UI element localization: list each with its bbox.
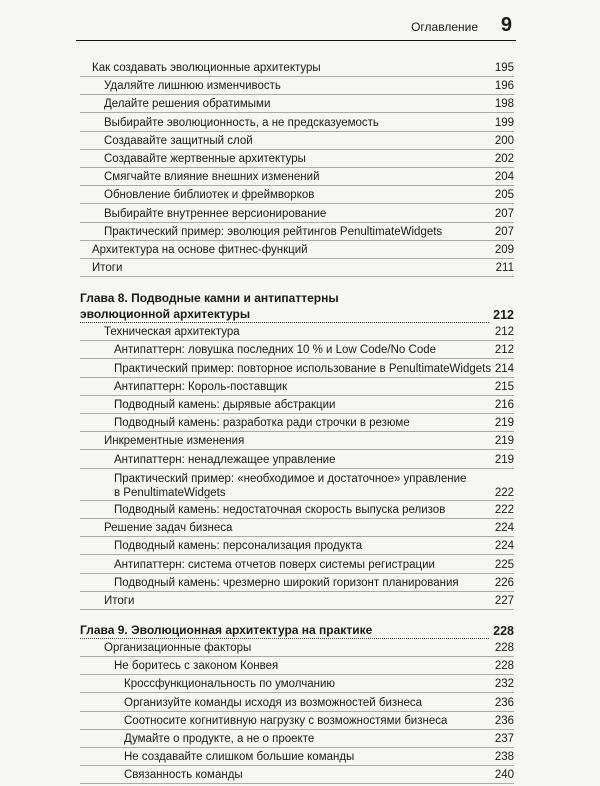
- toc-entry[interactable]: [80, 415, 514, 432]
- toc-entry-label: Удаляйте лишнюю изменчивость: [104, 80, 281, 93]
- toc-entry-page: 240: [494, 769, 514, 782]
- page-header: [76, 14, 516, 40]
- page-number: 9: [500, 14, 512, 36]
- toc-entry[interactable]: [80, 767, 514, 784]
- toc-entry-label: Думайте о продукте, а не о проекте: [124, 733, 315, 745]
- toc-entry-label: Организационные факторы: [104, 642, 252, 655]
- toc-entry-label: Подводный камень: недостаточная скорость выпуска релизов: [114, 503, 446, 516]
- toc-entry-label: Практический пример: повторное использование в PenultimateWidgets: [114, 362, 491, 375]
- toc-entry[interactable]: [80, 133, 514, 150]
- toc-entry-label: Смягчайте влияние внешних изменений: [104, 171, 320, 184]
- toc-entry-label: Архитектура на основе фитнес-функций: [92, 243, 308, 256]
- toc-entry[interactable]: [80, 206, 514, 223]
- toc-entry-page: 228: [494, 642, 514, 655]
- toc-entry-label: Антипаттерн: ловушка последних 10 % и Low Code/No Code: [114, 344, 437, 357]
- toc-entry[interactable]: [80, 640, 514, 657]
- toc-entry[interactable]: [80, 242, 514, 259]
- toc-entry[interactable]: [80, 324, 514, 341]
- toc-entry-page: 238: [494, 751, 514, 764]
- chapter-title-text: эволюционной архитектуры: [80, 306, 489, 323]
- toc-entry[interactable]: [80, 593, 514, 610]
- toc-entry-label: Соотносите когнитивную нагрузку с возможностями бизнеса: [124, 714, 448, 727]
- toc-entry[interactable]: [80, 470, 514, 501]
- toc-entry[interactable]: [80, 520, 514, 537]
- toc-section-4: [80, 640, 514, 784]
- toc-entry[interactable]: [80, 433, 514, 450]
- toc-entry-label: Создавайте жертвенные архитектуры: [104, 152, 306, 165]
- toc-entry[interactable]: [80, 342, 514, 359]
- toc-entry-label: [114, 472, 491, 500]
- toc-entry-label: Подводный камень: чрезмерно широкий горизонт планирования: [114, 576, 459, 589]
- toc-entry-page: 232: [494, 678, 514, 691]
- toc-entry-label: Решение задач бизнеса: [104, 522, 233, 535]
- toc-section-1: [80, 60, 514, 277]
- toc-entry-label: Техническая архитектура: [104, 326, 240, 339]
- toc-entry-page: 226: [494, 576, 514, 589]
- chapter-page: 228: [493, 623, 514, 638]
- toc-entry-page: 219: [494, 417, 514, 430]
- toc-entry-label: Как создавать эволюционные архитектуры: [92, 62, 321, 74]
- toc-entry-page: 195: [494, 62, 514, 74]
- toc-entry[interactable]: [80, 731, 514, 748]
- toc-entry-page: 225: [494, 558, 514, 571]
- toc-entry-label: Антипаттерн: Король-поставщик: [114, 380, 288, 393]
- toc-entry-page: 215: [494, 380, 514, 393]
- toc-section-2: [80, 324, 514, 468]
- toc-entry-label: Подводный камень: разработка ради строчки в резюме: [114, 417, 410, 430]
- toc-entry[interactable]: [80, 224, 514, 241]
- table-of-contents: [80, 60, 514, 786]
- toc-entry-label: Организуйте команды исходя из возможностей бизнеса: [124, 696, 423, 709]
- toc-entry-label: Инкрементные изменения: [104, 435, 245, 448]
- header-rule: [76, 40, 516, 41]
- chapter-9-heading[interactable]: [80, 623, 514, 639]
- toc-entry-page: 227: [494, 594, 514, 607]
- toc-entry-label: Не боритесь с законом Конвея: [114, 660, 279, 673]
- chapter-title-text: Глава 9. Эволюционная архитектура на практике: [80, 622, 489, 639]
- toc-entry[interactable]: [80, 115, 514, 132]
- toc-entry-label: Антипаттерн: ненадлежащее управление: [114, 453, 336, 466]
- toc-entry-page: 212: [494, 326, 514, 339]
- toc-entry[interactable]: [80, 575, 514, 592]
- toc-entry-page: 219: [494, 453, 514, 466]
- toc-entry-label: Кроссфункциональность по умолчанию: [124, 678, 335, 691]
- toc-entry-label: Итоги: [92, 262, 123, 275]
- toc-entry[interactable]: [80, 538, 514, 555]
- chapter-page: 212: [493, 308, 514, 323]
- toc-entry-label-line-1: Практический пример: «необходимое и достаточное» управление: [114, 472, 467, 485]
- toc-entry-page: 202: [494, 152, 514, 165]
- toc-entry-label: Связанность команды: [124, 769, 243, 782]
- toc-entry-label: Антипаттерн: система отчетов поверх системы регистрации: [114, 558, 435, 571]
- toc-entry[interactable]: [80, 151, 514, 168]
- toc-entry-page: 236: [494, 696, 514, 709]
- toc-entry[interactable]: [80, 361, 514, 378]
- toc-entry-page: 222: [494, 503, 514, 516]
- toc-entry[interactable]: [80, 397, 514, 414]
- toc-entry[interactable]: [80, 187, 514, 204]
- toc-entry-page: 228: [494, 660, 514, 673]
- toc-entry[interactable]: [80, 658, 514, 675]
- toc-entry[interactable]: [80, 60, 514, 77]
- toc-entry[interactable]: [80, 676, 514, 693]
- toc-entry[interactable]: [80, 749, 514, 766]
- toc-entry-page: 198: [494, 98, 514, 111]
- toc-entry-page: 205: [494, 189, 514, 202]
- toc-entry[interactable]: [80, 169, 514, 186]
- chapter-title-line-1: Глава 8. Подводные камни и антипаттерны: [80, 291, 339, 306]
- chapter-title-line-2: [80, 307, 514, 323]
- chapter-title-line: [80, 623, 514, 639]
- toc-entry[interactable]: [80, 695, 514, 712]
- toc-entry[interactable]: [80, 713, 514, 730]
- toc-entry[interactable]: [80, 96, 514, 113]
- toc-entry-page: 214: [494, 362, 514, 375]
- toc-entry-page: 222: [494, 486, 514, 499]
- toc-entry-label: Выбирайте эволюционность, а не предсказуемость: [104, 116, 379, 129]
- toc-section-3: [80, 502, 514, 610]
- chapter-8-heading[interactable]: [80, 290, 514, 323]
- toc-entry-label-line-2: в PenultimateWidgets: [114, 486, 226, 499]
- toc-entry-page: 216: [494, 399, 514, 411]
- toc-entry-page: 207: [494, 207, 514, 220]
- toc-entry-page: 199: [494, 116, 514, 129]
- toc-entry-label: Создавайте защитный слой: [104, 134, 253, 147]
- toc-entry[interactable]: [80, 452, 514, 469]
- toc-entry[interactable]: [80, 379, 514, 396]
- toc-entry-label: Практический пример: эволюция рейтингов PenultimateWidgets: [104, 225, 443, 238]
- toc-entry-page: 224: [494, 540, 514, 553]
- toc-entry-page: 212: [494, 344, 514, 357]
- toc-entry[interactable]: [80, 557, 514, 574]
- toc-entry-page: 211: [495, 262, 514, 275]
- toc-entry-label: Обновление библиотек и фреймворков: [104, 189, 315, 202]
- toc-entry[interactable]: [80, 78, 514, 95]
- toc-entry-page: 224: [494, 522, 514, 535]
- toc-entry-page: 237: [494, 733, 514, 745]
- toc-entry-page: 219: [494, 435, 514, 448]
- toc-entry-page: 207: [494, 225, 514, 238]
- toc-entry-page: 196: [494, 80, 514, 93]
- running-title: Оглавление: [411, 20, 478, 34]
- toc-entry-page: 236: [494, 714, 514, 727]
- toc-entry-label: Не создавайте слишком большие команды: [124, 751, 355, 764]
- toc-entry-label: Выбирайте внутреннее версионирование: [104, 207, 327, 220]
- toc-entry-label: Итоги: [104, 594, 135, 607]
- toc-entry-label: Подводный камень: персонализация продукта: [114, 540, 363, 553]
- toc-entry-label: Делайте решения обратимыми: [104, 98, 271, 111]
- toc-entry-page: 204: [494, 171, 514, 184]
- toc-entry[interactable]: [80, 502, 514, 519]
- toc-entry-label: Подводный камень: дырявые абстракции: [114, 399, 336, 411]
- toc-entry[interactable]: [80, 260, 514, 277]
- toc-entry-page: 200: [494, 134, 514, 147]
- toc-entry-page: 209: [494, 243, 514, 256]
